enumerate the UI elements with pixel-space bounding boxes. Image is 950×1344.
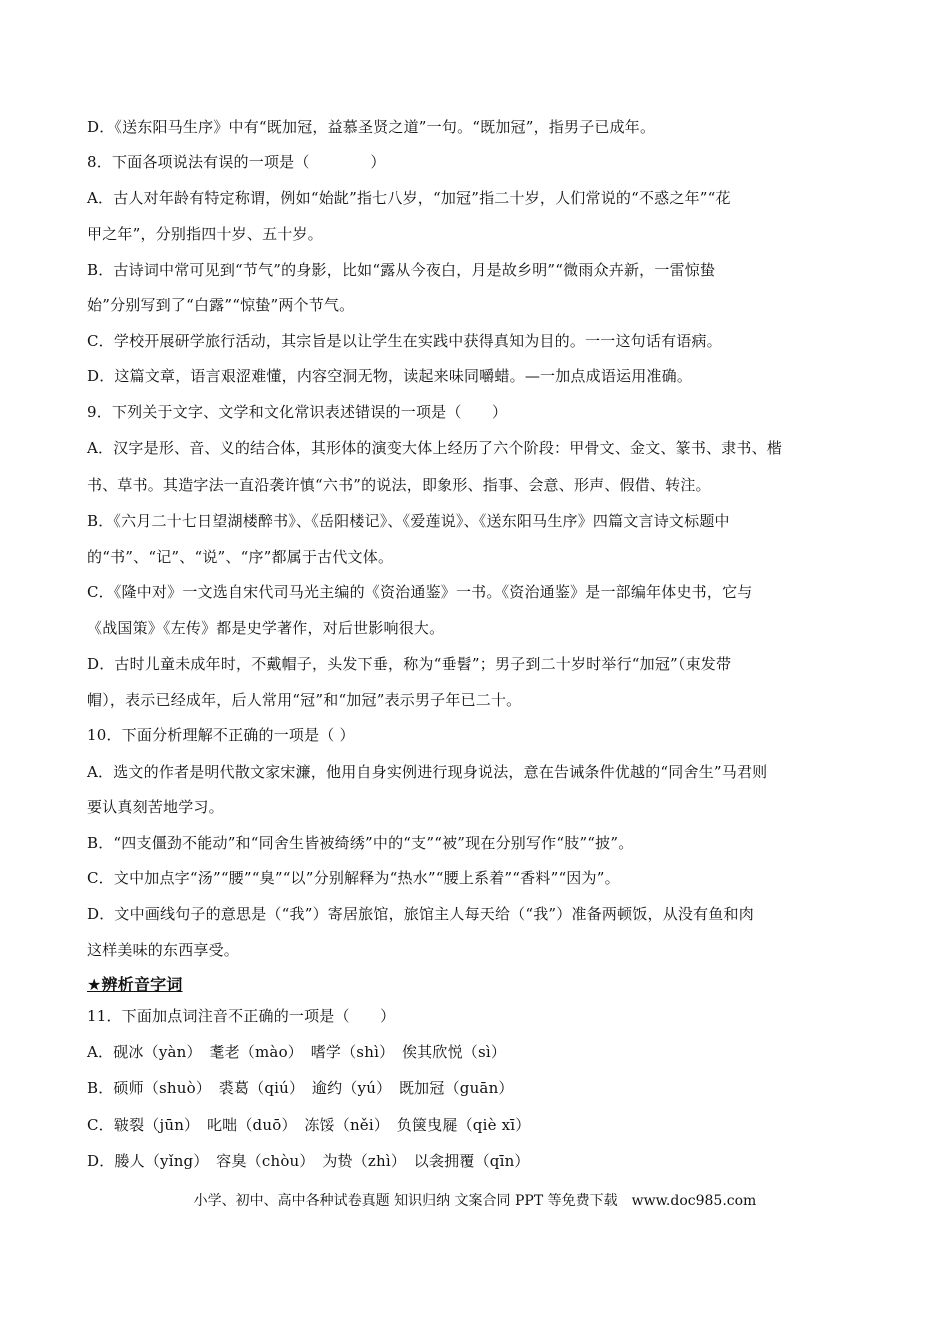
text-line: A．古人对年龄有特定称谓，例如“始龀”指七八岁，“加冠”指二十岁，人们常说的“不惑之年”“花 — [87, 189, 731, 207]
text-line: A．汉字是形、音、义的结合体，其形体的演变大体上经历了六个阶段：甲骨文、金文、篆书、隶书、楷 — [87, 439, 783, 457]
question-10-stem: 10．下面分析理解不正确的一项是（ ） — [87, 726, 355, 744]
text-line: C．学校开展研学旅行活动，其宗旨是以让学生在实践中获得真知为目的。一一这句话有语病。 — [87, 332, 722, 350]
text-line: C．《隆中对》一文选自宋代司马光主编的《资治通鉴》一书。《资治通鉴》是一部编年体史书，它与 — [87, 583, 753, 601]
text-line: 《战国策》《左传》都是史学著作，对后世影响很大。 — [87, 619, 445, 637]
text-line: D．古时儿童未成年时，不戴帽子，头发下垂，称为“垂髫”；男子到二十岁时举行“加冠”（束发带 — [87, 655, 732, 673]
question-8-stem: 8．下面各项说法有误的一项是（ ） — [87, 153, 386, 171]
text-line: 这样美味的东西享受。 — [87, 941, 240, 959]
option-d: D．媵人（yǐng） 容臭（chòu） 为贽（zhì） 以衾拥覆（qīn） — [87, 1152, 530, 1170]
text-line: B．《六月二十七日望湖楼醉书》、《岳阳楼记》、《爱莲说》、《送东阳马生序》四篇文言诗文标题中 — [87, 512, 730, 530]
text-line: B．“四支僵劲不能动”和“同舍生皆被绮绣”中的“支”“被”现在分别写作“肢”“披”。 — [87, 834, 634, 852]
question-9-stem: 9．下列关于文字、文学和文化常识表述错误的一项是（ ） — [87, 403, 508, 421]
text-line: 要认真刻苦地学习。 — [87, 798, 224, 816]
text-line: A．选文的作者是明代散文家宋濂，他用自身实例进行现身说法，意在告诫条件优越的“同舍生”马君则 — [87, 763, 768, 781]
text-line: D．文中画线句子的意思是（“我”）寄居旅馆，旅馆主人每天给（“我”）准备两顿饭，从没有鱼和肉 — [87, 905, 754, 923]
text-line: D．这篇文章，语言艰涩难懂，内容空洞无物，读起来味同嚼蜡。—一加点成语运用准确。 — [87, 367, 693, 385]
text-line: D．《送东阳马生序》中有“既加冠，益慕圣贤之道”一句。“既加冠”，指男子已成年。 — [87, 118, 656, 136]
text-line: B．古诗词中常可见到“节气”的身影，比如“露从今夜白，月是故乡明”“微雨众卉新，一雷惊蛰 — [87, 261, 716, 279]
text-line: 的“书”、“记”、“说”、“序”都属于古代文体。 — [87, 548, 394, 566]
section-heading: ★辨析音字词 — [87, 975, 183, 994]
page-footer: 小学、初中、高中各种试卷真题 知识归纳 文案合同 PPT 等免费下载 www.doc985.com — [193, 1193, 757, 1209]
question-11-stem: 11．下面加点词注音不正确的一项是（ ） — [87, 1007, 396, 1025]
option-c: C．皲裂（jūn） 叱咄（duō） 冻馁（něi） 负箧曳屣（qiè xī） — [87, 1116, 531, 1134]
text-line: 帽），表示已经成年，后人常用“冠”和“加冠”表示男子年已二十。 — [87, 691, 522, 709]
option-b: B．硕师（shuò） 裘葛（qiú） 逾约（yú） 既加冠（guān） — [87, 1079, 514, 1097]
option-a: A．砚冰（yàn） 耄老（mào） 嗜学（shì） 俟其欣悦（sì） — [87, 1043, 507, 1061]
text-line: 始”分别写到了“白露”“惊蛰”两个节气。 — [87, 296, 355, 314]
text-line: C．文中加点字“汤”“腰”“臭”“以”分别解释为“热水”“腰上系着”“香料”“因为”。 — [87, 869, 620, 887]
text-line: 书、草书。其造字法一直沿袭许慎“六书”的说法，即象形、指事、会意、形声、假借、转注。 — [87, 476, 711, 494]
text-line: 甲之年”，分别指四十岁、五十岁。 — [87, 225, 323, 243]
